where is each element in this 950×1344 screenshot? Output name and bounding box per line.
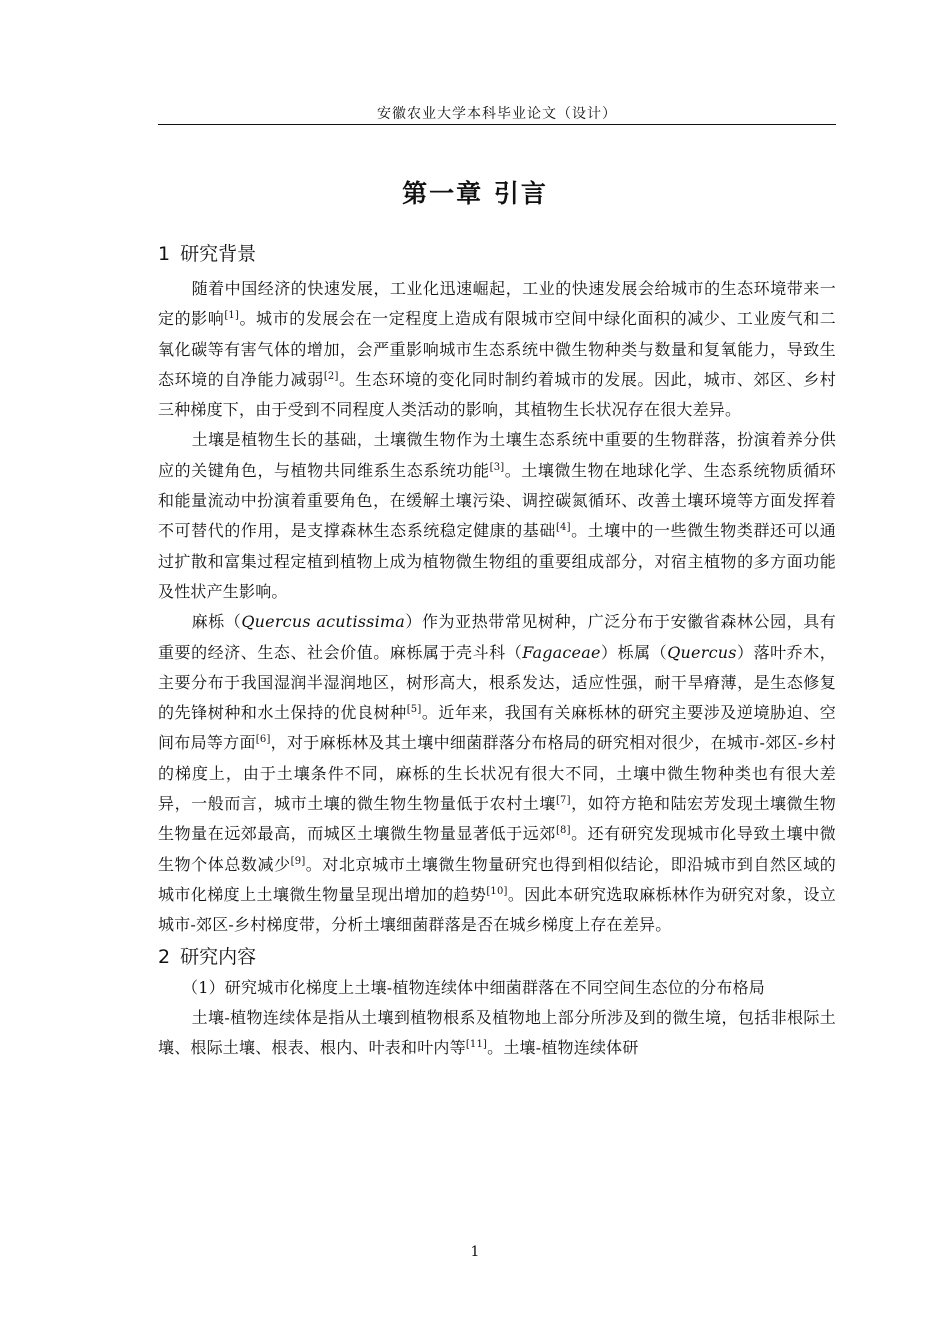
paragraph-text: 。土壤中的一些微生物类群还可以通过扩散和富集过程定植到植物上成为植物微生物组的重要组成部分，对宿主植物的多方面功能及性状产生影响。 — [158, 521, 836, 601]
citation-ref: [11] — [465, 1039, 488, 1051]
paragraph-text: ）落叶乔木，主要分布于我国湿润半湿润地区，树形高大，根系发达，适应性强，耐干旱瘠薄，是生态修复的先锋树种和水土保持的优良树种 — [158, 642, 836, 723]
paragraph-text: 。对北京城市土壤微生物量研究也得到相似结论，即沿城市到自然区域的城市化梯度上土壤微生物量呈现出增加的趋势 — [158, 854, 836, 904]
citation-ref: [5] — [406, 704, 422, 716]
chapter-title: 第一章 引言 — [402, 179, 548, 208]
header-rule — [158, 124, 836, 125]
paragraph-text: 。近年来，我国有关麻栎林的研究主要涉及逆境胁迫、空间布局等方面 — [158, 703, 836, 753]
paragraph-2 — [158, 425, 836, 607]
citation-ref: [4] — [555, 522, 571, 534]
paragraph-text: ，如符方艳和陆宏芳发现土壤微生物生物量在远郊最高，而城区土壤微生物量显著低于远郊 — [158, 794, 836, 844]
paragraph-text: 随着中国经济的快速发展，工业化迅速崛起，工业的快速发展会给城市的生态环境带来一定的影响 — [158, 279, 836, 329]
citation-ref: [6] — [255, 734, 271, 746]
paragraph-text: 。生态环境的变化同时制约着城市的发展。因此，城市、郊区、乡村三种梯度下，由于受到不同程度人类活动的影响，其植物生长状况存在很大差异。 — [158, 369, 836, 420]
citation-ref: [10] — [486, 885, 508, 897]
paragraph-text: 。还有研究发现城市化导致土壤中微生物个体总数减少 — [158, 824, 836, 874]
body-content — [158, 238, 836, 1063]
latin-name: Quercus acutissima — [241, 612, 406, 632]
paragraph-text: ）栎属（ — [600, 642, 668, 662]
paragraph-text: 土壤是植物生长的基础，土壤微生物作为土壤生态系统中重要的生物群落，扮演着养分供应的关键角色，与植物共同维系生态系统功能 — [158, 430, 836, 480]
paragraph-3 — [158, 607, 836, 940]
paragraph-text: ，对于麻栎林及其土壤中细菌群落分布格局的研究相对很少，在城市-郊区-乡村的梯度上，由于土壤条件不同，麻栎的生长状况有很大不同，土壤中微生物种类也有很大差异，一般而言，城市土壤的微生物生物量低于农村土壤 — [158, 733, 837, 814]
section-title: 研究背景 — [180, 243, 257, 265]
section-heading-2 — [158, 941, 836, 973]
page-number: 1 — [470, 1244, 480, 1260]
latin-name: Fagaceae — [522, 642, 601, 662]
running-header: 安徽农业大学本科毕业论文（设计） — [377, 106, 617, 122]
paragraph-1 — [158, 274, 836, 425]
citation-ref: [1] — [224, 310, 240, 322]
paragraph-text: 。土壤微生物在地球化学、生态系统物质循环和能量流动中扮演着重要角色，在缓解土壤污染、调控碳氮循环、改善土壤环境等方面发挥着不可替代的作用，是支撑森林生态系统稳定健康的基础 — [158, 460, 836, 541]
citation-ref: [7] — [555, 795, 571, 807]
citation-ref: [8] — [555, 825, 571, 837]
citation-ref: [3] — [489, 461, 505, 473]
paragraph-text: 。土壤-植物连续体研 — [487, 1038, 639, 1058]
section-heading-1 — [158, 238, 836, 270]
paragraph-text: ）作为亚热带常见树种，广泛分布于安徽省森林公园，具有重要的经济、生态、社会价值。麻栎属于壳斗科（ — [158, 612, 836, 662]
paragraph-text: 土壤-植物连续体是指从土壤到植物根系及植物地上部分所涉及到的微生境，包括非根际土壤、根际土壤、根表、根内、叶表和叶内等 — [158, 1007, 836, 1058]
section-title: 研究内容 — [180, 945, 257, 968]
paragraph-text: 。城市的发展会在一定程度上造成有限城市空间中绿化面积的减少、工业废气和二氧化碳等有害气体的增加，会严重影响城市生态系统中微生物种类与数量和复氧能力，导致生态环境的自净能力减弱 — [158, 309, 836, 389]
paragraph-text: 麻栎（ — [191, 612, 242, 632]
paragraph-5 — [158, 1003, 836, 1064]
citation-ref: [2] — [323, 370, 339, 382]
latin-name: Quercus — [667, 642, 737, 662]
paragraph-text: 。因此本研究选取麻栎林作为研究对象，设立城市-郊区-乡村梯度带，分析土壤细菌群落是否在城乡梯度上存在差异。 — [158, 884, 836, 935]
citation-ref: [9] — [290, 855, 306, 867]
paragraph-4: （1）研究城市化梯度上土壤-植物连续体中细菌群落在不同空间生态位的分布格局 — [182, 977, 765, 997]
section-number: 1 — [158, 243, 171, 265]
section-number: 2 — [158, 945, 171, 968]
